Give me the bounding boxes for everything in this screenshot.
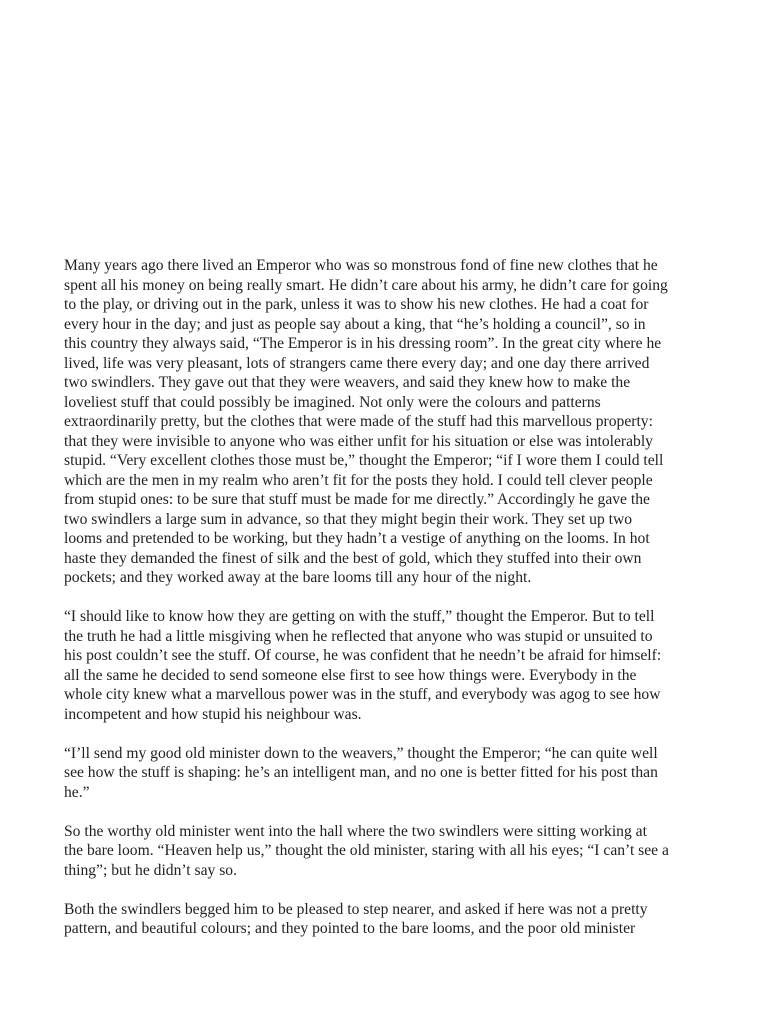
- text-line: Both the swindlers begged him to be pleased to step nearer, and asked if here was not a pretty: [64, 900, 648, 918]
- text-line: all the same he decided to send someone else first to see how things were. Everybody in the: [64, 666, 637, 684]
- text-line: Many years ago there lived an Emperor who was so monstrous fond of fine new clothes that he: [64, 257, 658, 274]
- text-line: whole city knew what a marvellous power was in the stuff, and everybody was agog to see how: [64, 686, 661, 703]
- text-line: So the worthy old minister went into the hall where the two swindlers were sitting working at: [64, 822, 647, 840]
- text-line: his post couldn’t see the stuff. Of course, he was confident that he needn’t be afraid for himself:: [64, 647, 662, 664]
- text-line: lived, life was very pleasant, lots of strangers came there every day; and one day there arrived: [64, 354, 650, 372]
- text-line: spent all his money on being really smart. He didn’t care about his army, he didn’t care for going: [64, 276, 668, 294]
- text-line: he.”: [64, 783, 90, 801]
- paragraph-3: [64, 744, 716, 803]
- text-line: the bare loom. “Heaven help us,” thought the old minister, staring with all his eyes; “I can’t see a: [64, 842, 669, 859]
- text-line: stupid. “Very excellent clothes those must be,” thought the Emperor; “if I wore them I could tell: [64, 452, 664, 469]
- text-line: two swindlers. They gave out that they were weavers, and said they knew how to make the: [64, 374, 631, 391]
- text-line: “I’ll send my good old minister down to the weavers,” thought the Emperor; “he can quite well: [64, 744, 658, 762]
- text-line: thing”; but he didn’t say so.: [64, 861, 237, 879]
- text-line: incompetent and how stupid his neighbour was.: [64, 705, 362, 723]
- text-line: haste they demanded the finest of silk and the best of gold, which they stuffed into their own: [64, 549, 642, 567]
- paragraph-2: [64, 607, 716, 724]
- paragraph-4: [64, 822, 716, 881]
- text-line: looms and pretended to be working, but they hadn’t a vestige of anything on the looms. In hot: [64, 530, 650, 547]
- text-line: that they were invisible to anyone who was either unfit for his situation or else was intolerably: [64, 432, 653, 450]
- text-line: which are the men in my realm who aren’t fit for the posts they hold. I could tell clever people: [64, 471, 653, 489]
- text-line: the truth he had a little misgiving when he reflected that anyone who was stupid or unsuited to: [64, 627, 653, 645]
- text-line: extraordinarily pretty, but the clothes that were made of the stuff had this marvellous property:: [64, 413, 653, 430]
- text-line: two swindlers a large sum in advance, so that they might begin their work. They set up two: [64, 510, 633, 528]
- paragraph-1: [64, 256, 716, 588]
- text-line: “I should like to know how they are getting on with the stuff,” thought the Emperor. But to tell: [64, 608, 655, 625]
- text-line: this country they always said, “The Emperor is in his dressing room”. In the great city where he: [64, 335, 662, 352]
- story-text: [64, 256, 716, 958]
- text-line: loveliest stuff that could possibly be imagined. Not only were the colours and patterns: [64, 393, 601, 411]
- text-line: pattern, and beautiful colours; and they pointed to the bare looms, and the poor old minister: [64, 920, 636, 937]
- text-line: see how the stuff is shaping: he’s an intelligent man, and no one is better fitted for his post than: [64, 764, 658, 781]
- text-line: from stupid ones: to be sure that stuff must be made for me directly.” Accordingly he gave the: [64, 491, 650, 508]
- text-line: to the play, or driving out in the park, unless it was to show his new clothes. He had a coat for: [64, 296, 649, 313]
- paragraph-5: [64, 900, 716, 939]
- text-line: every hour in the day; and just as people say about a king, that “he’s holding a council”, so in: [64, 315, 646, 333]
- text-line: pockets; and they worked away at the bare looms till any hour of the night.: [64, 569, 532, 586]
